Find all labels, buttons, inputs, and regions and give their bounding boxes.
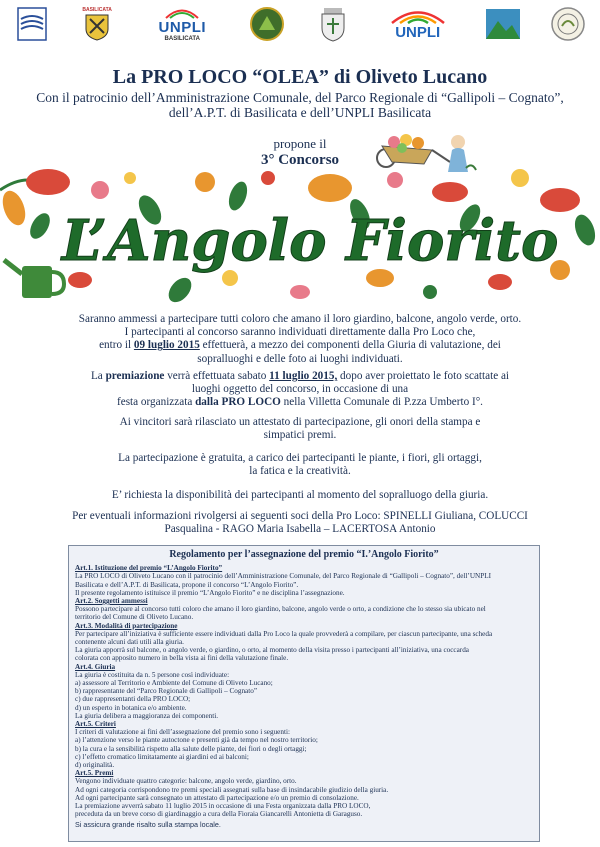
art4-item: b) rappresentante del “Parco Regionale di Gallipoli – Cognato”	[75, 687, 258, 696]
page-subtitle	[0, 90, 600, 120]
art5-item: c) l’effetto cromatico limitatamente ai giardini ed ai balconi;	[75, 752, 249, 761]
parco-logo	[247, 5, 287, 43]
intro-line-2: I partecipanti al concorso saranno individuati direttamente dalla Pro Loco che,	[124, 326, 476, 339]
logo-strip	[12, 4, 588, 44]
intro-line-3a: entro il	[99, 339, 134, 352]
subtitle-line-2: dell’A.P.T. di Basilicata e dell’UNPLI Basilicata	[168, 105, 432, 120]
art5-item: a) l’attenzione verso le piante autoctone e presenti già da tempo nel nostro territorio;	[75, 736, 318, 745]
partecipazione-paragraph	[40, 452, 560, 478]
intro-paragraph	[40, 313, 560, 366]
premiazione-word: premiazione	[105, 370, 165, 382]
proloco-seal-logo	[548, 5, 588, 43]
art6-line: Vengono individuate quattro categorie: balcone, angolo verde, giardino, orto.	[75, 777, 297, 786]
disponibilita-paragraph	[40, 489, 560, 502]
propone-text: propone il	[273, 136, 327, 151]
art5-title: Art.5. Criteri	[75, 720, 116, 729]
prem-line-2: luoghi oggetto del concorso, in occasione di una	[191, 383, 409, 396]
art6-line: Ad ogni partecipante sarà consegnato un attestato di partecipazione e/o un premio di consolazione.	[75, 793, 359, 802]
info-line-1: Per eventuali informazioni rivolgersi ai seguenti soci della Pro Loco: SPINELLI Giuliana, COLUCCI	[72, 510, 528, 522]
mountain-logo	[483, 5, 523, 43]
premiazione-paragraph	[40, 370, 560, 410]
deadline-date: 09 luglio 2015	[133, 339, 200, 352]
art3-line: Per partecipare all’iniziativa è sufficiente essere individuati dalla Pro Loco la quale provvederà a compilare, per ciascun partecipante, una scheda	[75, 629, 493, 638]
art1-line: Il presente regolamento istituisce il premio “L’Angolo Fiorito” e ne disciplina l’assegnazione.	[75, 588, 345, 597]
part-line-2: la fatica e la creatività.	[249, 465, 351, 478]
art2-title: Art.2. Soggetti ammessi	[75, 597, 148, 606]
art4-line: La giuria è costituita da n. 5 persone così individuate:	[75, 670, 230, 679]
art5-item: b) la cura e la sensibilità rispetto alla salute delle piante, dei fiori o degli ortaggi;	[75, 744, 307, 753]
unpli-basilicata-sub: BASILICATA	[164, 35, 200, 42]
prem-line-3b: nella Villetta Comunale di P.zza Umberto I°.	[280, 396, 483, 409]
prem-line-3a: festa organizzata	[117, 396, 196, 409]
art4-line: La giuria delibera a maggioranza dei componenti.	[75, 711, 219, 720]
flower-red-left	[26, 169, 70, 195]
closing-line: Si assicura grande risalto sulla stampa locale.	[75, 819, 221, 829]
art3-title: Art.3. Modalità di partecipazione	[75, 621, 178, 630]
intro-line-3b: effettuerà, a mezzo dei componenti della Giuria di valutazione, dei	[199, 339, 501, 352]
regolamento-title: Regolamento per l’assegnazione del premio “I.’Angolo Fiorito”	[169, 549, 439, 560]
proloco-word: dalla PRO LOCO	[195, 396, 281, 409]
unpli-logo-text: UNPLI	[395, 23, 441, 41]
prem-line-1c: dopo aver proiettato le foto scattate ai	[337, 370, 510, 382]
art6-line: Ad ogni categoria corrispondono tre premi speciali assegnati sulla base di insindacabile giudizio della giuria.	[75, 785, 389, 794]
part-line-1: La partecipazione è gratuita, a carico dei partecipanti le piante, i fiori, gli ortaggi,	[118, 452, 482, 464]
comune-stemma-logo	[313, 5, 353, 43]
art1-title: Art.1. Istituzione del premio “L’Angolo Fiorito”	[75, 564, 223, 573]
prem-line-1	[40, 370, 560, 383]
art6-line: La premiazione avverrà sabato 11 luglio 2015 in occasione di una Festa organizzata dalla PRO LOCO,	[75, 802, 371, 811]
prem-line-1a: La	[90, 370, 106, 382]
disp-line-1: E’ richiesta la disponibilità dei partecipanti al momento del sopralluogo della giuria.	[111, 489, 489, 501]
premiazione-date: 11 luglio 2015,	[269, 370, 338, 382]
art6-title: Art.5. Premi	[75, 769, 114, 778]
vinc-line-2: simpatici premi.	[263, 429, 337, 442]
concorso-text: 3° Concorso	[260, 152, 340, 168]
art2-line: Possono partecipare al concorso tutti coloro che amano il loro giardino, balcone, angolo verde o orto, a condizione che lo stesso sia ubicato nel	[75, 605, 486, 614]
info-line-2: Pasqualina - RAGO Maria Isabella – LACERTOSA Antonio	[164, 523, 436, 536]
banner-title: L’Angolo Fiorito	[61, 208, 559, 274]
regolamento-box	[68, 545, 540, 842]
subtitle-line-1: Con il patrocinio dell’Amministrazione Comunale, del Parco Regionale di “Gallipoli – Cognato”,	[36, 90, 564, 105]
unpli-basilicata-logo	[142, 5, 222, 43]
watering-can-icon	[4, 260, 64, 298]
art4-title: Art.4. Giuria	[75, 662, 116, 671]
unpli-basilicata-text: UNPLI	[158, 18, 207, 36]
art5-line: I criteri di valutazione ai fini dell’assegnazione del premio sono i seguenti:	[75, 728, 290, 737]
art3-line: colorata con apposito numero in bella vista ai fini della valutazione finale.	[75, 654, 289, 663]
regione-basilicata-logo	[12, 5, 52, 43]
art1-line: Basilicata e dell’A.P.T. di Basilicata, propone il concorso “L’Angolo Fiorito”.	[75, 580, 299, 589]
art4-item: d) un esperto in botanica e/o ambiente.	[75, 703, 187, 712]
intro-line-4: sopralluoghi e delle foto ai luoghi individuati.	[197, 352, 403, 365]
prem-line-1b: verrà effettuata sabato	[164, 370, 270, 382]
page-title: La PRO LOCO “OLEA” di Oliveto Lucano	[112, 66, 488, 88]
intro-line-1: Saranno ammessi a partecipare tutti coloro che amano il loro giardino, balcone, angolo verde, orto.	[78, 313, 522, 325]
art5-item: d) originalità.	[75, 761, 115, 770]
intro-line-3	[40, 339, 560, 352]
vinc-line-1: Ai vincitori sarà rilasciato un attestato di partecipazione, gli onori della stampa e	[119, 416, 481, 428]
art4-item: a) assessore al Territorio e Ambiente del Comune di Oliveto Lucano;	[75, 679, 273, 688]
angolo-fiorito-banner	[0, 160, 600, 310]
art1-line: La PRO LOCO di Oliveto Lucano con il patrocinio dell’Amministrazione Comunale, del Parco Regionale di “Gallipoli – Cognato”, dell’UNPLI	[75, 572, 491, 581]
informazioni-paragraph	[40, 510, 560, 536]
art2-line: territorio del Comune di Oliveto Lucano.	[75, 613, 194, 622]
art3-line: La giuria apporrà sul balcone, o angolo verde, o giardino, o orto, al momento della visita presso i partecipanti all’iniziativa, una coccarda	[75, 646, 469, 655]
provincia-logo	[77, 5, 117, 43]
unpli-logo	[378, 5, 458, 43]
art3-line: contenente alcuni dati utili alla giuria.	[75, 638, 184, 647]
art4-item: c) due rappresentanti della PRO LOCO;	[75, 695, 191, 704]
art6-line: preceduta da un breve corso di giardinaggio a cura della Fioraia Giancarelli Antonietta di Garaguso.	[75, 810, 363, 819]
provincia-logo-text: BASILICATA	[82, 7, 112, 13]
prem-line-3	[40, 396, 560, 409]
vincitori-paragraph	[40, 416, 560, 442]
